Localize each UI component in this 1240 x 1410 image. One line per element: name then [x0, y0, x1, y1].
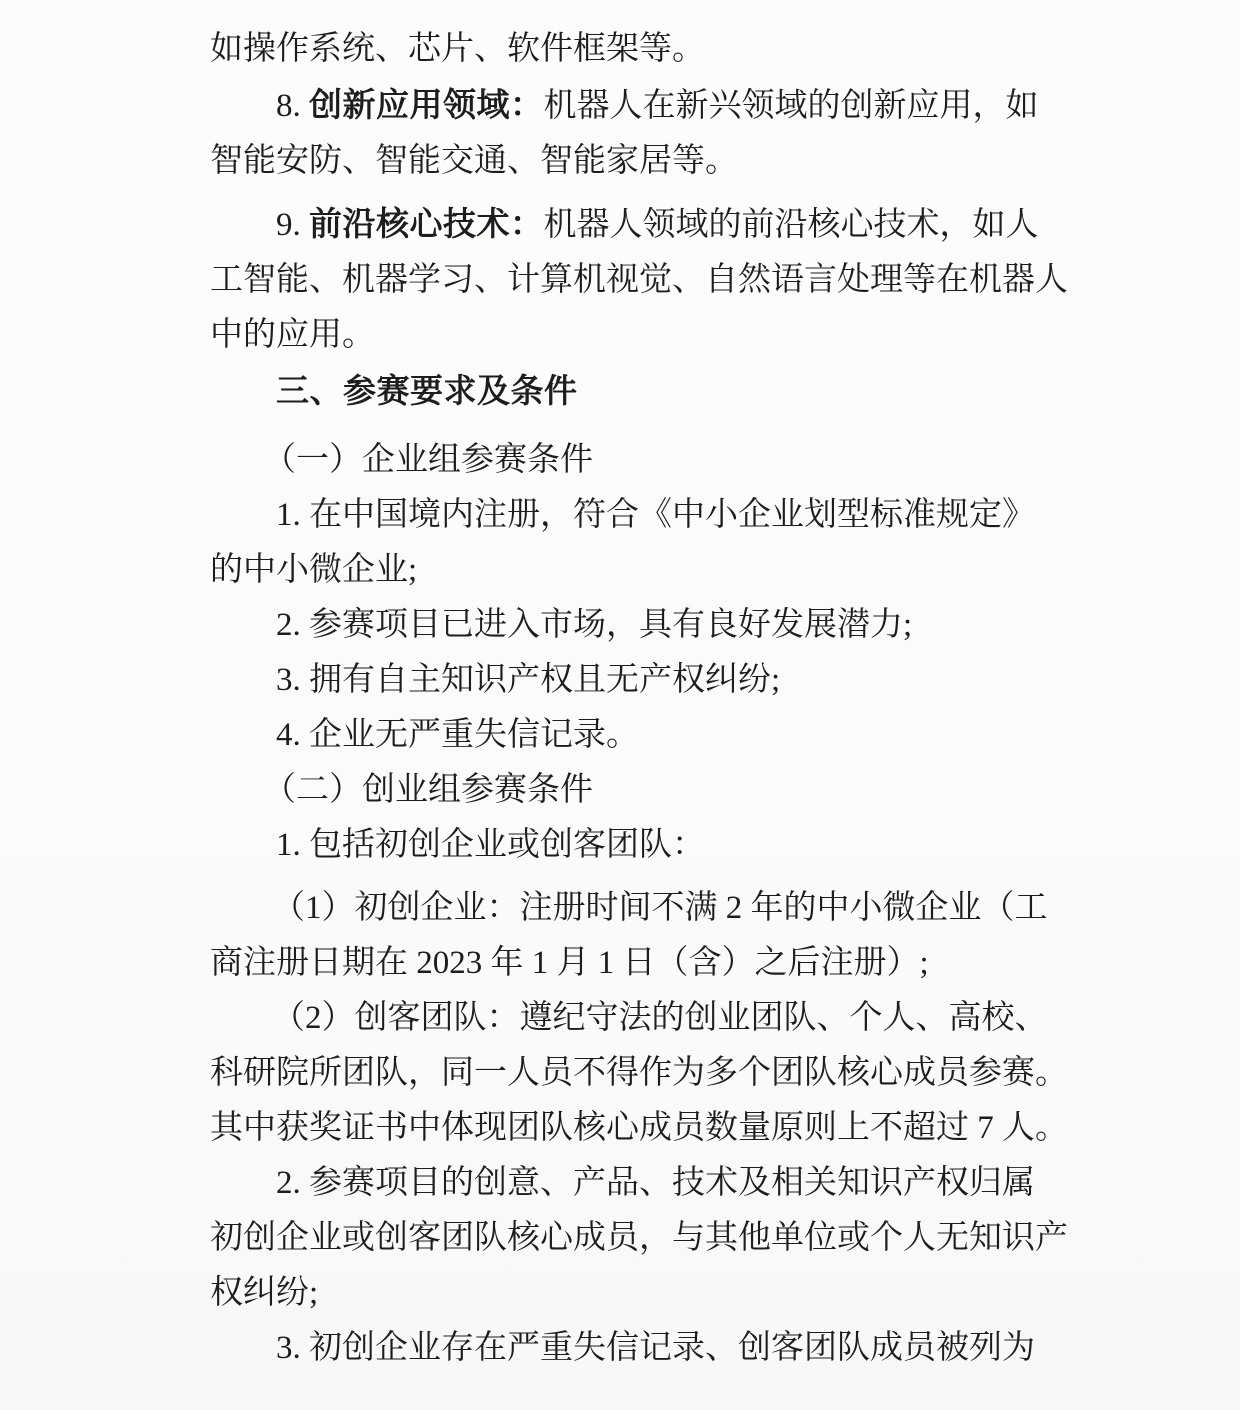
line-text: 其中获奖证书中体现团队核心成员数量原则上不超过 7 人。 [210, 1110, 1068, 1146]
text-line [210, 22, 1050, 77]
text-line [210, 196, 1050, 253]
list-number: 9. [276, 207, 309, 243]
line-text: 1. 在中国境内注册，符合《中小企业划型标准规定》 [276, 497, 1035, 533]
text-line [210, 991, 1050, 1046]
list-number: 8. [276, 88, 309, 124]
line-text: （二）创业组参赛条件 [263, 772, 593, 808]
line-text: 智能安防、智能交通、智能家居等。 [210, 143, 738, 179]
line-text: 权纠纷; [210, 1275, 319, 1311]
text-line [210, 1156, 1050, 1211]
text-line [210, 881, 1050, 936]
text-line [210, 543, 1050, 598]
text-line [210, 433, 1050, 488]
line-text: 初创企业或创客团队核心成员，与其他单位或个人无知识产 [210, 1220, 1068, 1256]
text-line [210, 708, 1050, 763]
text-line [210, 308, 1050, 363]
line-text: （一）企业组参赛条件 [263, 442, 593, 478]
text-line [210, 77, 1050, 134]
line-text: 如操作系统、芯片、软件框架等。 [210, 31, 705, 67]
text-line [210, 598, 1050, 653]
line-text: 4. 企业无严重失信记录。 [276, 717, 639, 753]
line-text: 商注册日期在 2023 年 1 月 1 日（含）之后注册）; [210, 945, 929, 981]
line-text: 机器人在新兴领域的创新应用，如 [543, 88, 1039, 124]
term-label: 前沿核心技术： [309, 205, 544, 242]
line-text: 1. 包括初创企业或创客团队： [276, 827, 705, 863]
line-text: 3. 拥有自主知识产权且无产权纠纷; [276, 662, 781, 698]
text-line [210, 936, 1050, 991]
text-line [210, 1101, 1068, 1156]
text-line [210, 134, 1050, 189]
text-line [210, 653, 1050, 708]
line-text: （2）创客团队：遵纪守法的创业团队、个人、高校、 [272, 1000, 1048, 1036]
text-line [210, 1211, 1068, 1266]
text-line [210, 818, 1050, 873]
document-body [210, 22, 1068, 1376]
text-line [210, 488, 1050, 543]
line-text: （1）初创企业：注册时间不满 2 年的中小微企业（工 [272, 890, 1048, 926]
term-label: 创新应用领域： [309, 86, 544, 123]
line-text: 工智能、机器学习、计算机视觉、自然语言处理等在机器人 [210, 262, 1068, 298]
text-line [210, 253, 1068, 308]
line-text: 科研院所团队，同一人员不得作为多个团队核心成员参赛。 [210, 1055, 1068, 1091]
text-line [210, 1266, 1050, 1321]
line-text: 2. 参赛项目已进入市场，具有良好发展潜力; [276, 607, 913, 643]
line-text: 2. 参赛项目的创意、产品、技术及相关知识产权归属 [276, 1165, 1035, 1201]
text-line [210, 1046, 1068, 1101]
line-text: 的中小微企业; [210, 552, 418, 588]
line-text: 中的应用。 [210, 317, 375, 353]
line-text: 3. 初创企业存在严重失信记录、创客团队成员被列为 [276, 1330, 1035, 1366]
line-text: 机器人领域的前沿核心技术，如人 [543, 207, 1039, 243]
text-line [210, 363, 1050, 418]
text-line [210, 763, 1050, 818]
text-line [210, 1321, 1050, 1376]
line-text: 三、参赛要求及条件 [276, 372, 578, 409]
